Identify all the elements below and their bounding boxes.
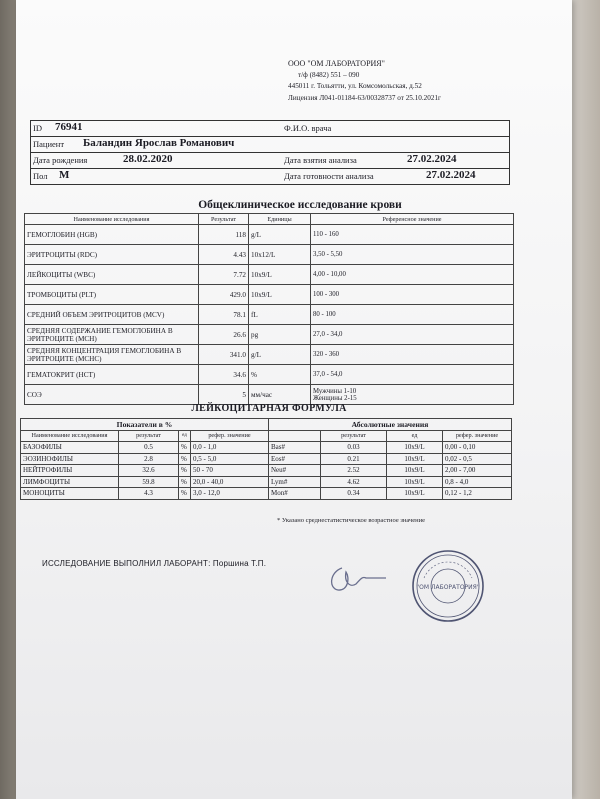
leukocyte-rows [21,442,512,500]
table-row [25,265,514,285]
id-value: 76941 [55,121,83,133]
row-unit: % [249,365,311,385]
row-ref-line1: Мужчины 1-10 [313,387,357,395]
leuk-result: 0.5 [119,442,179,454]
ready-value: 27.02.2024 [426,169,476,181]
table-row [21,476,512,488]
lab-stamp [410,548,486,624]
abs-result: 2.52 [321,465,387,477]
row-name: СРЕДНИЙ ОБЪЕМ ЭРИТРОЦИТОВ (MCV) [25,305,199,325]
abs-result: 4.62 [321,476,387,488]
row-name: ЭРИТРОЦИТЫ (RDC) [25,245,199,265]
leuk-group-header [21,419,512,431]
row-ref: 37,0 - 54,0 [311,365,514,385]
row-ref: 100 - 300 [311,285,514,305]
row-result: 34.6 [199,365,249,385]
info-row-patient [31,137,509,153]
blood-test-table [24,213,514,405]
leuk-unit: % [179,476,191,488]
lab-header [288,58,441,104]
row-ref: 320 - 360 [311,345,514,365]
row-name: ЛЕЙКОЦИТЫ (WBC) [25,265,199,285]
abs-result: 0.03 [321,442,387,454]
row-result: 7.72 [199,265,249,285]
leuk-header-unit: ед [179,430,191,442]
row-name: ГЕМОГЛОБИН (HGB) [25,225,199,245]
leuk-ref: 50 - 70 [191,465,269,477]
row-name: СОЭ [25,385,199,405]
abs-header-unit: ед [387,430,443,442]
row-result: 5 [199,385,249,405]
row-ref: 3,50 - 5,50 [311,245,514,265]
row-name: СРЕДНЯЯ СОДЕРЖАНИЕ ГЕМОГЛОБИНА В ЭРИТРОЦИТЕ (MCH) [25,325,199,345]
header-ref: Референсное значение [311,214,514,225]
row-ref: 4,00 - 10,00 [311,265,514,285]
dob-value: 28.02.2020 [123,153,173,165]
table-row [25,365,514,385]
row-ref: 80 - 100 [311,305,514,325]
signature-stroke [332,568,386,590]
footnote: * Указано среднестатистическое возрастное значение [277,517,426,524]
leukocyte-formula-title: ЛЕЙКОЦИТАРНАЯ ФОРМУЛА [191,403,347,414]
abs-result: 0.34 [321,488,387,500]
patient-value: Баландин Ярослав Романович [83,137,235,149]
leuk-ref: 20,0 - 40,0 [191,476,269,488]
abs-code: Bas# [269,442,321,454]
leuk-unit: % [179,442,191,454]
row-unit: pg [249,325,311,345]
abs-ref: 0,8 - 4,0 [443,476,512,488]
leuk-header-code [269,430,321,442]
dob-label: Дата рождения [33,155,88,165]
abs-ref: 2,00 - 7,00 [443,465,512,477]
abs-unit: 10x9/L [387,453,443,465]
table-row [25,345,514,365]
leuk-ref: 0,5 - 5,0 [191,453,269,465]
abs-ref: 0,12 - 1,2 [443,488,512,500]
sex-label: Пол [33,171,48,181]
row-unit: мм/час [249,385,311,405]
page-title: Общеклиническое исследование крови [198,199,402,211]
leuk-header-name: Наименование исследования [21,430,119,442]
table-row [21,442,512,454]
row-result: 26.6 [199,325,249,345]
sex-value: М [59,169,70,181]
row-unit: 10x9/L [249,265,311,285]
abs-code: Mon# [269,488,321,500]
abs-result: 0.21 [321,453,387,465]
abs-code: Lym# [269,476,321,488]
table-row [21,488,512,500]
row-name: СРЕДНЯЯ КОНЦЕНТРАЦИЯ ГЕМОГЛОБИНА В ЭРИТРОЦИТЕ (MCHC) [25,345,199,365]
row-result: 429.0 [199,285,249,305]
id-label: ID [33,123,42,133]
relative-group-title: Показатели в % [21,419,269,431]
leuk-name: МОНОЦИТЫ [21,488,119,500]
table-row [25,325,514,345]
row-ref [311,385,514,405]
leuk-result: 59.8 [119,476,179,488]
table-row [25,305,514,325]
lab-phone: т/ф (8482) 551 – 090 [298,70,360,79]
row-name: ГЕМАТОКРИТ (HCT) [25,365,199,385]
absolute-group-title: Абсолютные значения [269,419,512,431]
signature [320,558,390,598]
row-name: ТРОМБОЦИТЫ (PLT) [25,285,199,305]
table-row [25,225,514,245]
abs-code: Neu# [269,465,321,477]
stamp-arc [424,562,472,578]
header-unit: Единицы [249,214,311,225]
row-ref-line2: Женщины 2-15 [313,394,357,402]
lab-license: Лицензия Л041-01184-63/00328737 от 25.10.2021г [288,93,441,102]
row-ref: 27,0 - 34,0 [311,325,514,345]
table-row [25,245,514,265]
stamp-text: "ОМ ЛАБОРАТОРИЯ" [416,584,480,591]
leuk-result: 4.3 [119,488,179,500]
leuk-unit: % [179,465,191,477]
row-unit: fL [249,305,311,325]
row-unit: g/L [249,225,311,245]
leuk-ref: 3,0 - 12,0 [191,488,269,500]
abs-unit: 10x9/L [387,476,443,488]
leuk-header-result: результат [119,430,179,442]
lab-address: 445011 г. Тольятти, ул. Комсомольская, д.52 [288,82,422,90]
leuk-header-ref: рефер. значение [191,430,269,442]
abs-unit: 10x9/L [387,488,443,500]
leuk-name: НЕЙТРОФИЛЫ [21,465,119,477]
info-row-sex [31,169,509,184]
lab-name: ООО "ОМ ЛАБОРАТОРИЯ" [288,59,385,68]
table-header-row [25,214,514,225]
taken-value: 27.02.2024 [407,153,457,165]
leuk-ref: 0,0 - 1,0 [191,442,269,454]
doctor-label: Ф.И.О. врача [284,123,332,133]
table-row [21,453,512,465]
performed-by: ИССЛЕДОВАНИЕ ВЫПОЛНИЛ ЛАБОРАНТ: Поршина Т.П. [42,559,267,568]
table-row [25,285,514,305]
leuk-unit: % [179,453,191,465]
row-unit: 10x9/L [249,285,311,305]
table-row [25,385,514,405]
row-result: 118 [199,225,249,245]
info-row-dates [31,153,509,169]
table-row [21,465,512,477]
abs-code: Eos# [269,453,321,465]
leukocyte-table [20,418,512,500]
taken-label: Дата взятия анализа [284,155,357,165]
ready-label: Дата готовности анализа [284,171,374,181]
blood-test-rows [25,225,514,405]
row-ref: 110 - 160 [311,225,514,245]
abs-unit: 10x9/L [387,465,443,477]
leuk-result: 2.8 [119,453,179,465]
header-result: Результат [199,214,249,225]
row-result: 78.1 [199,305,249,325]
abs-unit: 10x9/L [387,442,443,454]
patient-info [30,120,510,185]
header-name: Наименование исследования [25,214,199,225]
abs-ref: 0,00 - 0,10 [443,442,512,454]
leuk-name: ЭОЗИНОФИЛЫ [21,453,119,465]
leuk-result: 32.6 [119,465,179,477]
row-unit: 10x12/L [249,245,311,265]
abs-header-ref: рефер. значение [443,430,512,442]
row-result: 4.43 [199,245,249,265]
leuk-column-header [21,430,512,442]
patient-label: Пациент [33,139,65,149]
leuk-name: ЛИМФОЦИТЫ [21,476,119,488]
abs-ref: 0,02 - 0,5 [443,453,512,465]
row-result: 341.0 [199,345,249,365]
abs-header-result: результат [321,430,387,442]
row-unit: g/L [249,345,311,365]
info-row-id [31,121,509,137]
leuk-unit: % [179,488,191,500]
leuk-name: БАЗОФИЛЫ [21,442,119,454]
